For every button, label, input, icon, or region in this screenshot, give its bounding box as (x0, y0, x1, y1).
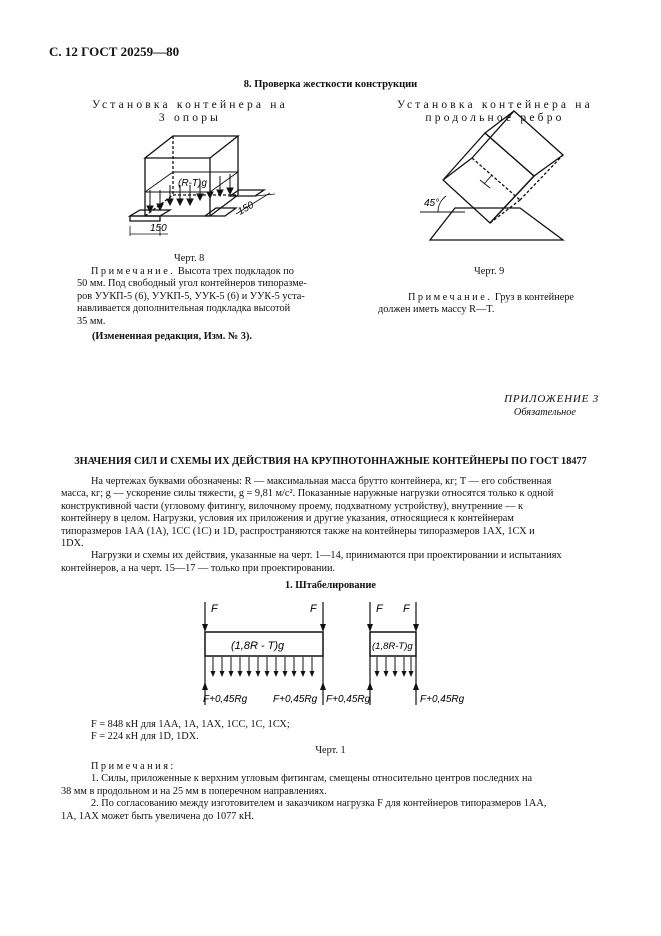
fig8-note-line2: 50 мм. Под свободный угол контейнеров типоразме- (77, 278, 307, 290)
note2-line1: 2. По согласованию между изготовителем и заказчиком нагрузка F для контейнеров типоразмеров 1АА, (91, 798, 547, 810)
fig1-reaction-4: F+0,45Rg (420, 694, 465, 705)
fig1-reaction-1: F+0,45Rg (203, 694, 248, 705)
intro-p1-line2: масса, кг; g — ускорение силы тяжести, g = 9,81 м/с². Показанные наружные нагрузки относятся только к одной (61, 488, 554, 500)
fig8-note-line3: ров УУКП-5 (6), УУКП-5, УУК-5 (6) и УУК-5 уста- (77, 290, 305, 302)
fig1-reaction-3: F+0,45Rg (326, 694, 371, 705)
fig8-load-label: (R-T)g (178, 178, 207, 189)
fig9-note-line2: должен иметь массу R—T. (378, 304, 495, 316)
fig1-force-label-2: F (310, 603, 317, 615)
intro-p2-line1: Нагрузки и схемы их действия, указанные на черт. 1—14, принимаются при проектировании и испытаниях (91, 550, 562, 562)
fig8-note-line5: 35 мм. (77, 315, 106, 327)
fig8-note-line4: навливается дополнительная подкладка высотой (77, 303, 291, 315)
fig8-caption-line2: 3 опоры (158, 112, 222, 124)
revision-note: (Измененная редакция, Изм. № 3). (92, 331, 252, 342)
f-values-line1: F = 848 кН для 1АА, 1А, 1АХ, 1СС, 1С, 1СХ; (91, 719, 290, 730)
fig9-caption: Черт. 9 (474, 266, 505, 277)
fig9-caption-line1: Установка контейнера на (397, 99, 593, 111)
bottom-notes-label: Примечания: (91, 761, 176, 772)
note2-line2: 1А, 1АХ может быть увеличена до 1077 кН. (61, 810, 255, 822)
fig1-reaction-2: F+0,45Rg (273, 694, 318, 705)
note1-line2: 38 мм в продольном и на 25 мм в поперечном направлениях. (61, 785, 327, 797)
fig1-caption: Черт. 1 (315, 745, 346, 756)
section-8-title: 8. Проверка жесткости конструкции (243, 79, 418, 90)
fig9-caption-line2: продольное ребро (425, 112, 565, 124)
fig1-force-label-1: F (211, 603, 218, 615)
fig8-note-label: Примечание. (91, 266, 176, 277)
intro-p1-line5: типоразмеров 1АА (1А), 1СС (1С) и 1D, распространяются также на контейнеры типоразмеров 1АХ, 1СХ и (61, 525, 535, 537)
fig1-force-label-3: F (376, 603, 383, 615)
fig9-note-label: Примечание. (408, 292, 493, 303)
fig8-dim-1: 150 (150, 223, 167, 234)
fig8-caption: Черт. 8 (174, 253, 205, 264)
intro-p1-line3: конструктивной части (угловому фитингу, вилочному проему, подхватному устройству), внутренние — к (61, 500, 524, 512)
fig8-caption-line1: Установка контейнера на (92, 99, 288, 111)
intro-p1-line4: контейнеру в целом. Нагрузки, условия их приложения и другие указания, относящиеся к контейнерам (61, 513, 514, 525)
intro-p1-line1: На чертежах буквами обозначены: R — максимальная масса брутто контейнера, кг; T — его собственная (91, 476, 552, 487)
fig8-note-line1: Высота трех подкладок по (177, 266, 294, 277)
note1-line1: 1. Силы, приложенные к верхним угловым фитингам, смещены относительно центров последних на (91, 773, 533, 785)
intro-p1-line6: 1DХ. (61, 538, 84, 550)
fig9-note-line1: Груз в контейнере (494, 292, 574, 303)
bottom-notes (61, 761, 601, 823)
intro-p2-line2: контейнеров, а на черт. 15—17 — только при проектировании. (61, 562, 336, 574)
page-header: С. 12 ГОСТ 20259—80 (49, 44, 180, 59)
fig1-large-load: (1,8R - T)g (231, 640, 285, 652)
fig1-small-load: (1,8R-T)g (372, 641, 413, 652)
f-values-line2: F = 224 кН для 1D, 1DХ. (91, 731, 199, 743)
fig8-dim-2: 150 (236, 199, 256, 218)
main-title: ЗНАЧЕНИЯ СИЛ И СХЕМЫ ИХ ДЕЙСТВИЯ НА КРУПНОТОННАЖНЫЕ КОНТЕЙНЕРЫ ПО ГОСТ 18477 (74, 456, 587, 467)
appendix-status: Обязательное (513, 407, 576, 418)
f-values (91, 719, 290, 744)
section-1-title: 1. Штабелирование (285, 580, 376, 591)
appendix-title: ПРИЛОЖЕНИЕ 3 (504, 393, 599, 405)
fig9-angle-label: 45° (424, 198, 440, 209)
fig1-force-label-4: F (403, 603, 410, 615)
